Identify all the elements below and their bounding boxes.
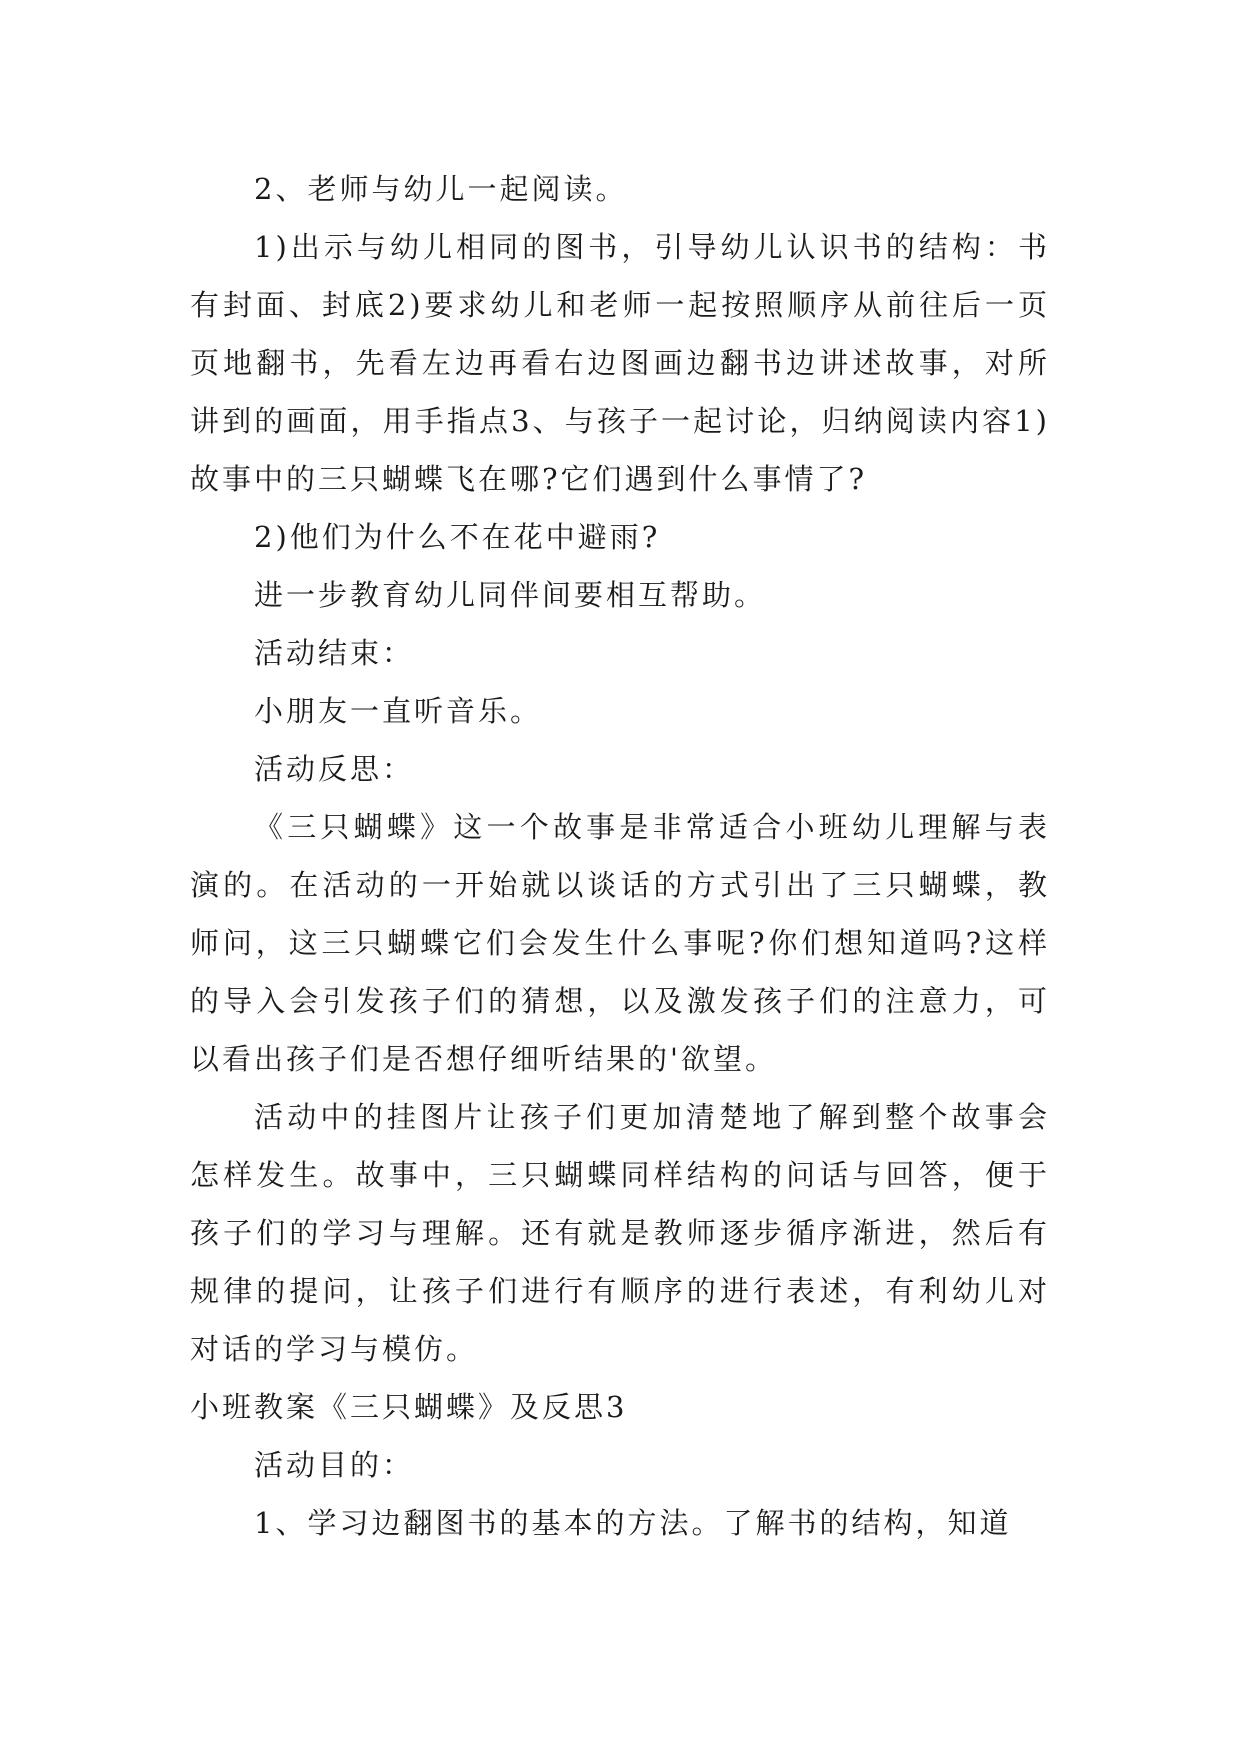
paragraph-activity-end-label: 活动结束： <box>254 636 415 670</box>
document-body <box>190 160 1050 1552</box>
paragraph-reflection-1: 《三只蝴蝶》这一个故事是非常适合小班幼儿理解与表演的。在活动的一开始就以谈话的方式引出了三只蝴蝶，教师问，这三只蝴蝶它们会发生什么事呢?你们想知道吗?这样的导入会引发孩子们的猜想，以及激发孩子们的注意力，可以看出孩子们是否想仔细听结果的'欲望。 <box>190 810 1050 1076</box>
paragraph-education: 进一步教育幼儿同伴间要相互帮助。 <box>254 578 767 612</box>
paragraph-activity-goal-1: 1、学习边翻图书的基本的方法。了解书的结构，知道 <box>254 1506 1012 1540</box>
paragraph-step-2: 2、老师与幼儿一起阅读。 <box>254 172 628 206</box>
paragraph-reflection-2: 活动中的挂图片让孩子们更加清楚地了解到整个故事会怎样发生。故事中，三只蝴蝶同样结构的问话与回答，便于孩子们的学习与理解。还有就是教师逐步循序渐进，然后有规律的提问，让孩子们进行有顺序的进行表述，有利幼儿对对话的学习与模仿。 <box>190 1100 1050 1366</box>
paragraph-activity-goal-label: 活动目的： <box>254 1448 415 1482</box>
paragraph-reading-steps: 1)出示与幼儿相同的图书，引导幼儿认识书的结构：书有封面、封底2)要求幼儿和老师一起按照顺序从前往后一页页地翻书，先看左边再看右边图画边翻书边讲述故事，对所讲到的画面，用手指点3、与孩子一起讨论，归纳阅读内容1)故事中的三只蝴蝶飞在哪?它们遇到什么事情了? <box>190 230 1050 496</box>
section-title: 小班教案《三只蝴蝶》及反思3 <box>190 1390 628 1424</box>
paragraph-activity-end: 小朋友一直听音乐。 <box>254 694 543 728</box>
paragraph-reflection-label: 活动反思： <box>254 752 415 786</box>
paragraph-question-2: 2)他们为什么不在花中避雨? <box>254 520 661 554</box>
